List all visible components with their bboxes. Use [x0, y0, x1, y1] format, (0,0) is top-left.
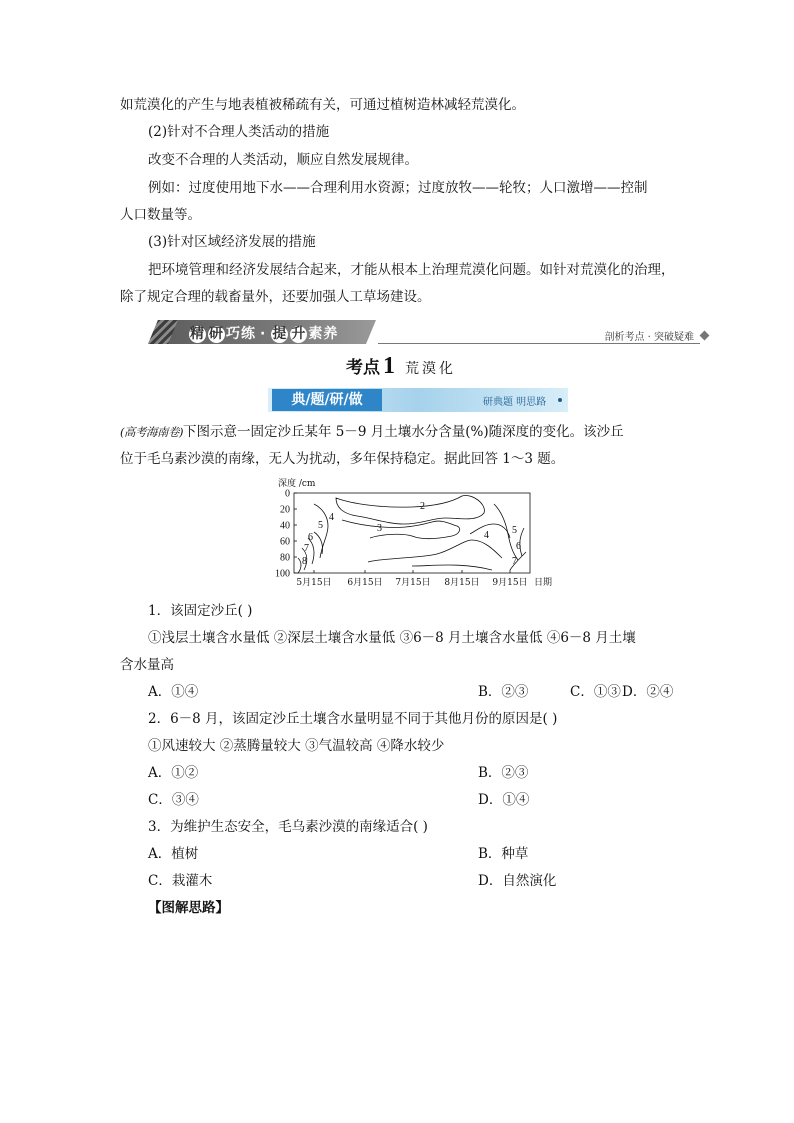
contour-label: 2 — [420, 501, 425, 512]
question-intro-text-1: 下图示意一固定沙丘某年 5－9 月土壤水分含量(%)随深度的变化。该沙丘 — [182, 424, 624, 440]
contour-4-right — [470, 524, 510, 538]
sub-banner — [268, 388, 568, 412]
contour-label: 3 — [377, 523, 382, 534]
question-3-option-a[interactable]: A．植树 — [148, 846, 199, 862]
y-tick-label: 80 — [280, 552, 290, 564]
question-3-option-c[interactable]: C．栽灌木 — [148, 873, 213, 889]
contour-label: 7 — [304, 543, 309, 554]
paragraph-1: 如荒漠化的产生与地表植被稀疏有关，可通过植树造林减轻荒漠化。 — [120, 97, 525, 113]
question-source: (高考海南卷) — [120, 425, 183, 439]
paragraph-5-heading: (3)针对区域经济发展的措施 — [148, 234, 316, 250]
x-tick-label: 8月15日 — [444, 578, 480, 588]
contour-label: 4 — [484, 530, 489, 541]
paragraph-6a: 把环境管理和经济发展结合起来，才能从根本上治理荒漠化问题。如针对荒漠化的治理， — [148, 262, 675, 278]
section-banner — [148, 316, 710, 346]
contour-4-left — [314, 504, 328, 558]
contour-chart-svg — [262, 478, 562, 594]
sub-banner-subtitle: 研典题 明思路 — [483, 397, 547, 408]
y-tick-label: 40 — [280, 520, 290, 532]
dot-icon — [558, 398, 562, 402]
section-label: 考点 — [346, 358, 380, 378]
contour-label: 4 — [329, 512, 334, 523]
section-number: 1 — [383, 353, 395, 379]
diamond-icon — [700, 331, 710, 341]
banner-char-3: 提 — [272, 326, 288, 342]
contour-label: 6 — [308, 532, 313, 543]
question-2-stem: 2．6－8 月，该固定沙丘土壤含水量明显不同于其他月份的原因是( ) — [148, 711, 558, 727]
sub-banner-title: 典/题/研/做 — [272, 389, 382, 411]
x-tick-label: 7月15日 — [395, 578, 431, 588]
contour-label: 5 — [512, 525, 517, 536]
question-2-items: ①风速较大 ②蒸腾量较大 ③气温较高 ④降水较少 — [148, 738, 445, 754]
banner-subtitle: 剖析考点 · 突破疑难 — [604, 332, 694, 343]
y-axis-label: 深度 /cm — [278, 479, 316, 489]
question-1-items-b: 含水量高 — [120, 657, 174, 673]
paragraph-4a: 例如：过度使用地下水——合理利用水资源；过度放牧——轮牧；人口激增——控制 — [148, 180, 648, 196]
banner-title — [188, 323, 338, 343]
contour-label: 5 — [318, 520, 323, 531]
banner-char-4: 升 — [291, 326, 307, 342]
question-3-option-d[interactable]: D．自然演化 — [478, 873, 557, 889]
contour-lines — [298, 495, 526, 573]
banner-rule — [378, 343, 700, 344]
contour-2 — [336, 495, 484, 524]
question-1-stem: 1．该固定沙丘( ) — [148, 603, 253, 619]
question-2-option-c[interactable]: C．③④ — [148, 792, 199, 808]
banner-char-1: 精 — [190, 326, 205, 342]
banner-text-2: 素养 — [308, 326, 339, 342]
question-2-option-b[interactable]: B．②③ — [478, 765, 529, 781]
y-tick-label: 0 — [285, 488, 290, 500]
x-tick-label: 6月15日 — [347, 578, 383, 588]
solution-label: 【图解思路】 — [148, 900, 229, 916]
question-1-option-c[interactable]: C．①③ — [570, 684, 621, 700]
y-tick-label: 60 — [280, 536, 290, 548]
paragraph-3: 改变不合理的人类活动，顺应自然发展规律。 — [148, 152, 418, 168]
banner-separator: · — [260, 326, 267, 342]
question-3-option-b[interactable]: B．种草 — [478, 846, 529, 862]
paragraph-6b: 除了规定合理的载畜量外，还要加强人工草场建设。 — [120, 289, 431, 305]
paragraph-4b: 人口数量等。 — [120, 207, 201, 223]
question-1-option-a[interactable]: A．①④ — [148, 684, 199, 700]
paragraph-2-heading: (2)针对不合理人类活动的措施 — [148, 124, 330, 140]
question-1-option-d[interactable]: D．②④ — [622, 684, 674, 700]
x-axis-label: 日期 — [534, 578, 553, 588]
question-intro-line-2: 位于毛乌素沙漠的南缘，无人为扰动，多年保持稳定。据此回答 1～3 题。 — [120, 451, 565, 467]
contour-label: 8 — [302, 556, 307, 567]
question-2-option-a[interactable]: A．①② — [148, 765, 199, 781]
contour-chart — [262, 478, 562, 594]
x-tick-label: 9月15日 — [492, 578, 528, 588]
contour-bottom — [368, 540, 502, 562]
contour-label: 7 — [512, 556, 517, 567]
y-tick-label: 20 — [280, 504, 290, 516]
contour-label: 6 — [516, 541, 521, 552]
question-2-option-d[interactable]: D．①④ — [478, 792, 530, 808]
banner-char-2: 研 — [209, 326, 224, 342]
question-3-stem: 3．为维护生态安全，毛乌素沙漠的南缘适合( ) — [148, 819, 428, 835]
section-heading — [346, 353, 456, 380]
question-1-option-b[interactable]: B．②③ — [478, 684, 529, 700]
x-tick-label: 5月15日 — [296, 578, 332, 588]
question-intro-line-1 — [120, 422, 624, 442]
y-tick-label: 100 — [275, 568, 290, 580]
contour-8 — [298, 558, 301, 573]
contour-bottom-2 — [412, 565, 492, 570]
section-title: 荒漠化 — [405, 361, 456, 377]
contour-3 — [342, 520, 460, 539]
question-1-items-a: ①浅层土壤含水量低 ②深层土壤含水量低 ③6－8 月土壤含水量低 ④6－8 月土壤 — [148, 630, 636, 646]
banner-text-1: 巧练 — [226, 326, 256, 342]
